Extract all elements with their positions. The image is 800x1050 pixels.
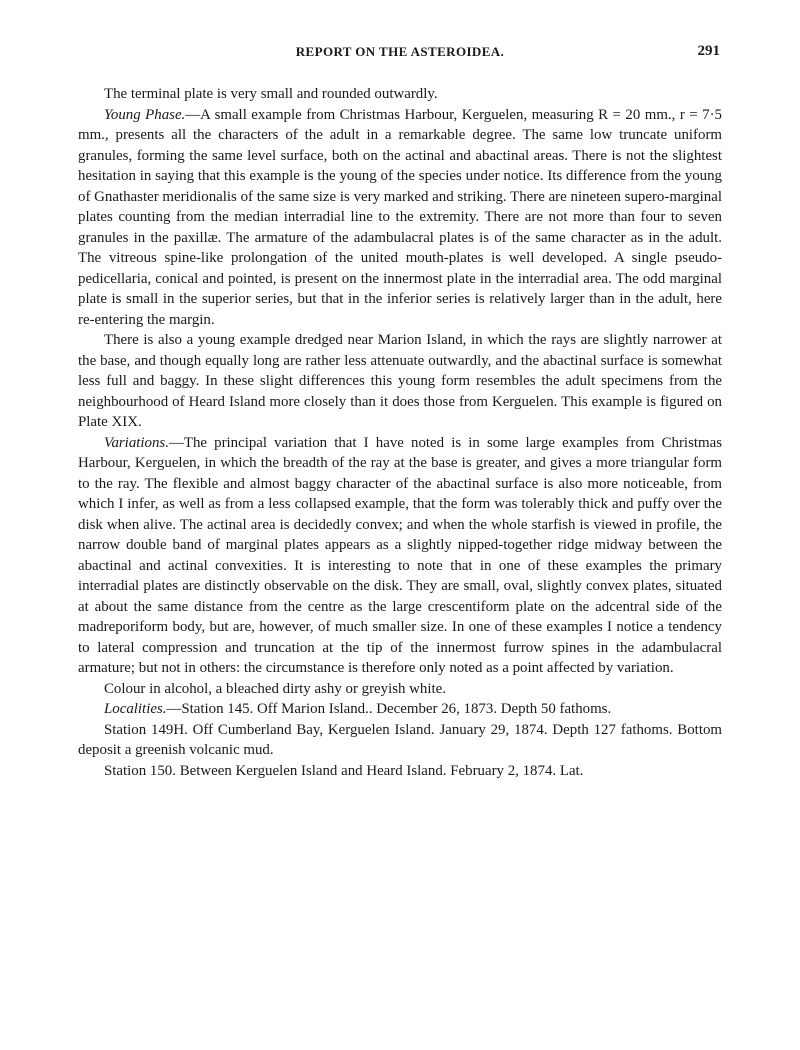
paragraph-variations bbox=[78, 433, 722, 679]
paragraph-text: —The principal variation that I have noted is in some large examples from Christmas Harbour, Kerguelen, in which the breadth of the ray at the base is greater, and gives a more triangular form to the ray. The flexible and almost baggy character of the abactinal surface is also more noticeable, from which I infer, as well as from a less collapsed example, that the form was tolerably thick and puffy over the disk when alive. The actinal area is decidedly convex; and when the whole starfish is viewed in profile, the narrow double band of marginal plates appears as a slightly nipped-together ridge midway between the abactinal and actinal convexities. It is interesting to note that in one of these examples the primary interradial plates are distinctly observable on the disk. They are small, oval, slightly convex plates, situated at about the same distance from the centre as the large crescentiform plate on the adcentral side of the madreporiform body, but are, however, of much smaller size. In one of these examples I notice a tendency to lateral compression and truncation at the tip of the innermost furrow spines in the adambulacral armature; but not in others: the circumstance is therefore only noted as a point affected by variation. bbox=[78, 434, 722, 676]
paragraph-text: Colour in alcohol, a bleached dirty ashy or greyish white. bbox=[104, 680, 446, 697]
running-title: REPORT ON THE ASTEROIDEA. bbox=[295, 44, 505, 59]
paragraph-terminal-plate bbox=[78, 84, 722, 105]
paragraph-text: There is also a young example dredged near Marion Island, in which the rays are slightly narrower at the base, and though equally long are rather less attenuate outwardly, and the abactinal surface is somewhat less full and baggy. In these slight differences this young form resembles the adult specimens from the neighbourhood of Heard Island more closely than it does those from Kerguelen. This example is figured on Plate XIX. bbox=[78, 332, 722, 430]
body-text bbox=[78, 84, 722, 781]
paragraph-localities bbox=[78, 699, 722, 720]
paragraph-text: The terminal plate is very small and rounded outwardly. bbox=[104, 86, 438, 102]
paragraph-colour bbox=[78, 679, 722, 700]
paragraph-text: Station 150. Between Kerguelen Island and Heard Island. February 2, 1874. Lat. bbox=[104, 762, 584, 779]
section-lead-variations: Variations. bbox=[104, 434, 169, 451]
page-number: 291 bbox=[697, 43, 720, 59]
paragraph-text: Station 149H. Off Cumberland Bay, Kerguelen Island. January 29, 1874. Depth 127 fathoms. Bottom deposit a greenish volcanic mud. bbox=[78, 721, 722, 758]
paragraph-marion-island-example bbox=[78, 330, 722, 433]
paragraph-text: —Station 145. Off Marion Island.. December 26, 1873. Depth 50 fathoms. bbox=[166, 701, 612, 717]
paragraph-station-150 bbox=[78, 761, 722, 782]
paragraph-station-149h bbox=[78, 720, 722, 761]
section-lead-young-phase: Young Phase. bbox=[104, 106, 186, 123]
paragraph-text: —A small example from Christmas Harbour, Kerguelen, measuring R = 20 mm., r = 7·5 mm., presents all the characters of the adult in a remarkable degree. The same low truncate uniform granules, forming the same level surface, both on the actinal and abactinal areas. There is not the slightest hesitation in saying that this example is the young of the species under notice. Its difference from the young of Gnathaster meridionalis of the same size is very marked and striking. There are nineteen supero-marginal plates counting from the median interradial line to the extremity. There are not more than four to seven granules in the paxillæ. The armature of the adambulacral plates is of the same character as in the adult. The vitreous spine-like prolongation of the united mouth-plates is well developed. A single pseudo-pedicellaria, conical and pointed, is present on the innermost plate in the interradial area. The odd marginal plate is small in the superior series, but that in the inferior series is relatively larger than in the adult, here re-entering the margin. bbox=[78, 106, 722, 328]
page-header bbox=[0, 44, 800, 66]
section-lead-localities: Localities. bbox=[104, 701, 167, 717]
paragraph-young-phase bbox=[78, 105, 722, 331]
